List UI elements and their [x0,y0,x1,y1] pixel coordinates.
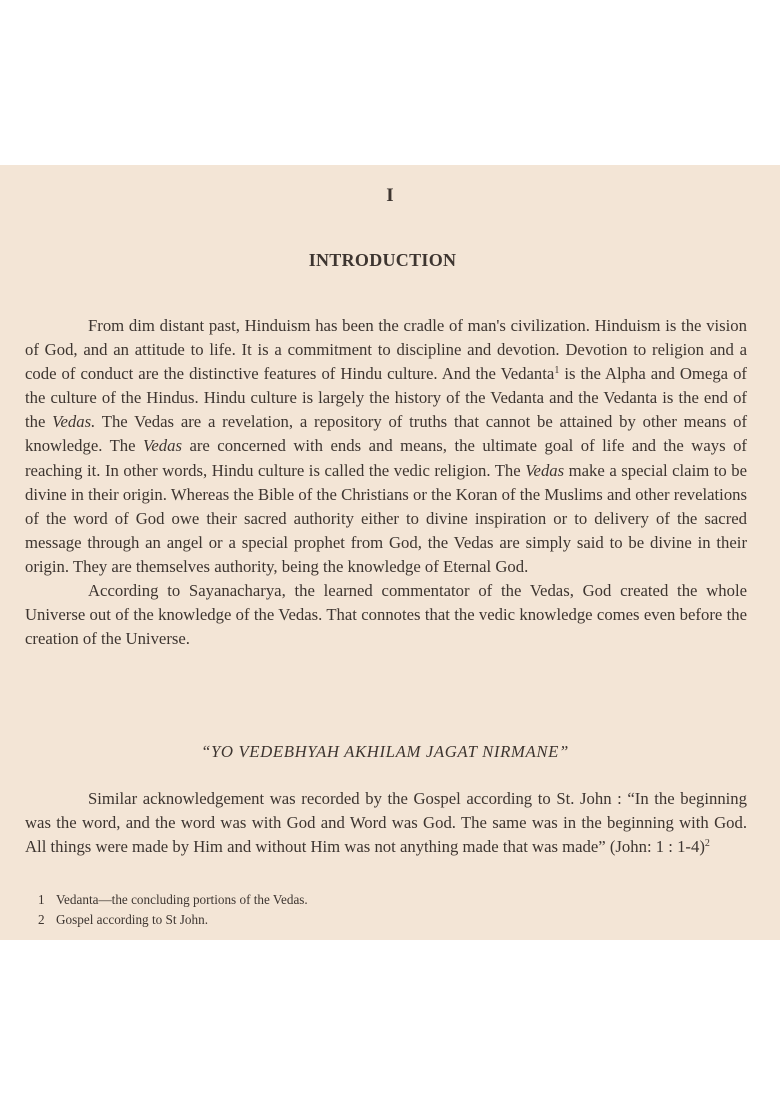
footnote-2: 2 Gospel according to St John. [38,912,209,927]
scanned-page [0,165,780,940]
gospel-body [25,787,747,859]
chapter-title: INTRODUCTION [308,250,457,270]
paragraph-3: Similar acknowledgement was recorded by the Gospel according to St. John : “In the beginning was the word, and the word was with God and Word was God. The same was in the beginning with God. All things were made by Him and without Him was not anything made that was made” (John: 1 : 1-4)$^2$ [25,789,747,857]
paragraph-2: According to Sayanacharya, the learned commentator of the Vedas, God created the whole Universe out of the knowledge of the Vedas. That connotes that the vedic knowledge comes even before the creation of the Universe. [25,581,747,649]
footnote-ref-1: 1 [554,365,560,377]
footnote-ref-2: 2 [704,838,710,850]
footnotes [38,890,738,930]
chapter-number: I [386,185,394,206]
intro-body [25,314,747,651]
footnote-1: 1 Vedanta—the concluding portions of the Vedas. [38,892,308,907]
sanskrit-verse: “YO VEDEBHYAH AKHILAM JAGAT NIRMANE” [201,742,569,761]
paragraph-1: From dim distant past, Hinduism has been the cradle of man's civilization. Hinduism is the vision of God, and an attitude to life. It is a commitment to discipline and devotion. Devotion to religion and a code of conduct are the distinctive features of Hindu culture. And the Vedanta$^1$ is the Alpha and Omega of the culture of the Hindus. Hindu culture is largely the history of the Vedanta and the Vedanta is the end of the Vedas. The Vedas are a revelation, a repository of truths that cannot be attained by other means of knowledge. The Vedas are concerned with ends and means, the ultimate goal of life and the ways of reaching it. In other words, Hindu culture is called the vedic religion. The Vedas make a special claim to be divine in their origin. Whereas the Bible of the Christians or the Koran of the Muslims and other revelations of the word of God owe their sacred authority either to divine inspiration or to delivery of the sacred message through an angel or a special prophet from God, the Vedas are simply said to be divine in their origin. They are themselves authority, being the knowledge of Eternal God. [25,316,747,576]
